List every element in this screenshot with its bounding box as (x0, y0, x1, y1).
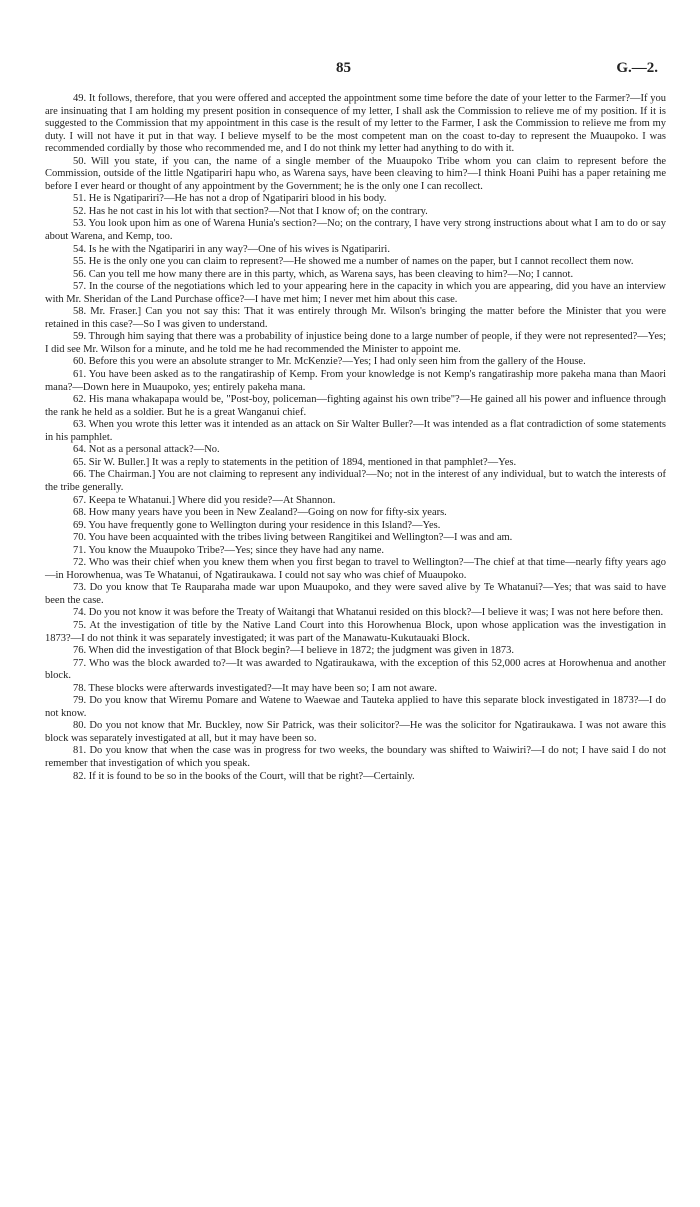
paragraph-71: 71. You know the Muaupoko Tribe?—Yes; since they have had any name. (73, 544, 384, 556)
paragraph-73: 73. Do you know that Te Rauparaha made war upon Muaupoko, and they were saved alive by Te Whatanui?—Yes; that was said to have been the case. (45, 582, 666, 606)
page-header (0, 60, 700, 80)
paragraph-77: 77. Who was the block awarded to?—It was awarded to Ngatiraukawa, with the exception of this 52,000 acres at Horowhenua and another block. (45, 657, 666, 682)
paragraph-66: 66. The Chairman.] You are not claiming to represent any individual?—No; not in the interest of any individual, but to watch the interests of the tribe generally. (45, 469, 666, 493)
paragraph-61: 61. You have been asked as to the rangatiraship of Kemp. From your knowledge is not Kemp's rangatiraship more pakeha mana than Maori mana?—Down here in Muaupoko, yes; entirely pakeha mana. (45, 369, 666, 393)
paragraph-78: 78. These blocks were afterwards investigated?—It may have been so; I am not aware. (73, 682, 437, 694)
paragraph-68: 68. How many years have you been in New Zealand?—Going on now for fifty-six years. (73, 507, 447, 519)
paragraph-65: 65. Sir W. Buller.] It was a reply to statements in the petition of 1894, mentioned in that pamphlet?—Yes. (73, 456, 517, 468)
paragraph-72: 72. Who was their chief when you knew them when you first began to travel to Wellington?—The chief at that time—nearly fifty years ago—in Horowhenua, was Te Whatanui, of Ngatiraukawa. I could not say who was chief of Muaupoko. (45, 557, 666, 581)
paragraph-70: 70. You have been acquainted with the tribes living between Rangitikei and Wellington?—I was and am. (73, 532, 513, 544)
paragraph-53: 53. You look upon him as one of Warena Hunia's section?—No; on the contrary, I have very strong instructions about what I am to do or say about Warena, and Kemp, too. (45, 218, 666, 243)
paragraph-51: 51. He is Ngatipariri?—He has not a drop of Ngatipariri blood in his body. (73, 193, 387, 205)
paragraph-60: 60. Before this you were an absolute stranger to Mr. McKenzie?—Yes; I had only seen him from the gallery of the House. (73, 356, 586, 368)
paragraph-80: 80. Do you not know that Mr. Buckley, now Sir Patrick, was their solicitor?—He was the solicitor for Ngatiraukawa. I was not aware this block was separately investigated at all, but it may have been so. (45, 720, 666, 744)
paragraph-64: 64. Not as a personal attack?—No. (73, 444, 220, 456)
paragraph-49: 49. It follows, therefore, that you were offered and accepted the appointment some time before the date of your letter to the Farmer?—If you are insinuating that I am holding my present position in consequence of my letter, I shall ask the Commission to relieve me of my position. If it is suggested to the Commission that my appointment in this case is the result of my letter to the Farmer, I ask the Commission to relieve me from my duty. I will not have it put in that way. I believe myself to be the most competent man on the coast to-day to represent the Muaupoko. I was recommended cordially by those who recommended me, and I do not think my letter had anything to do with it. (45, 93, 666, 155)
paragraph-59: 59. Through him saying that there was a probability of injustice being done to a large number of people, if they were not represented?—Yes; I did see Mr. Wilson for a minute, and he told me he had recommended the Minister to appoint me. (45, 331, 666, 355)
paragraph-54: 54. Is he with the Ngatipariri in any way?—One of his wives is Ngatipariri. (73, 243, 390, 255)
paragraph-69: 69. You have frequently gone to Wellington during your residence in this Island?—Yes. (73, 519, 441, 531)
paragraph-57: 57. In the course of the negotiations which led to your appearing here in the capacity in which you are appearing, did you have an interview with Mr. Sheridan of the Land Purchase office?—I have met him; I never met him about this case. (45, 281, 666, 305)
paragraph-76: 76. When did the investigation of that Block begin?—I believe in 1872; the judgment was given in 1873. (73, 645, 515, 657)
paragraph-63: 63. When you wrote this letter was it intended as an attack on Sir Walter Buller?—It was intended as a flat contradiction of some statements in his pamphlet. (45, 419, 666, 443)
paragraph-62: 62. His mana whakapapa would be, "Post-boy, policeman—fighting against his own tribe"?—He gained all his power and influence through the rank he held as a soldier. But he is a great Wanganui chief. (45, 394, 666, 418)
page-number: 85 (336, 60, 351, 76)
paragraph-50: 50. Will you state, if you can, the name of a single member of the Muaupoko Tribe whom you can claim to represent before the Commission, outside of the little Ngatipariri hapu who, as Warena says, have been cleaving to him?—I think Hoani Puihi has a paper retaining me before I ever heard or thought of any appointment by the Government; he is the only one I can recollect. (45, 155, 666, 192)
paragraph-82: 82. If it is found to be so in the books of the Court, will that be right?—Certainly. (73, 770, 415, 782)
paragraph-52: 52. Has he not cast in his lot with that section?—Not that I know of; on the contrary. (73, 205, 428, 217)
paragraph-67: 67. Keepa te Whatanui.] Where did you reside?—At Shannon. (73, 494, 336, 506)
document-code: G.—2. (616, 60, 658, 76)
paragraph-56: 56. Can you tell me how many there are in this party, which, as Warena says, has been cleaving to him?—No; I cannot. (73, 268, 574, 280)
paragraph-81: 81. Do you know that when the case was in progress for two weeks, the boundary was shifted to Waiwiri?—I do not; I have said I do not remember that investigation of which you speak. (45, 745, 666, 769)
paragraph-79: 79. Do you know that Wiremu Pomare and Watene to Waewae and Tauteka applied to have this separate block investigated in 1873?—I do not know. (45, 695, 666, 719)
paragraph-55: 55. He is the only one you can claim to represent?—He showed me a number of names on the paper, but I cannot recollect them now. (73, 256, 634, 268)
paragraph-74: 74. Do you not know it was before the Treaty of Waitangi that Whatanui resided on this block?—I believe it was; I was not here before then. (73, 607, 664, 619)
transcript-body (45, 93, 666, 783)
paragraph-58: 58. Mr. Fraser.] Can you not say this: That it was entirely through Mr. Wilson's bringing the matter before the Minister that you were retained in this case?—So I was given to understand. (45, 306, 666, 330)
paragraph-75: 75. At the investigation of title by the Native Land Court into this Horowhenua Block, upon whose application was the investigation in 1873?—I do not think it was separately investigated; it was part of the Manawatu-Kukutauaki Block. (45, 619, 666, 644)
